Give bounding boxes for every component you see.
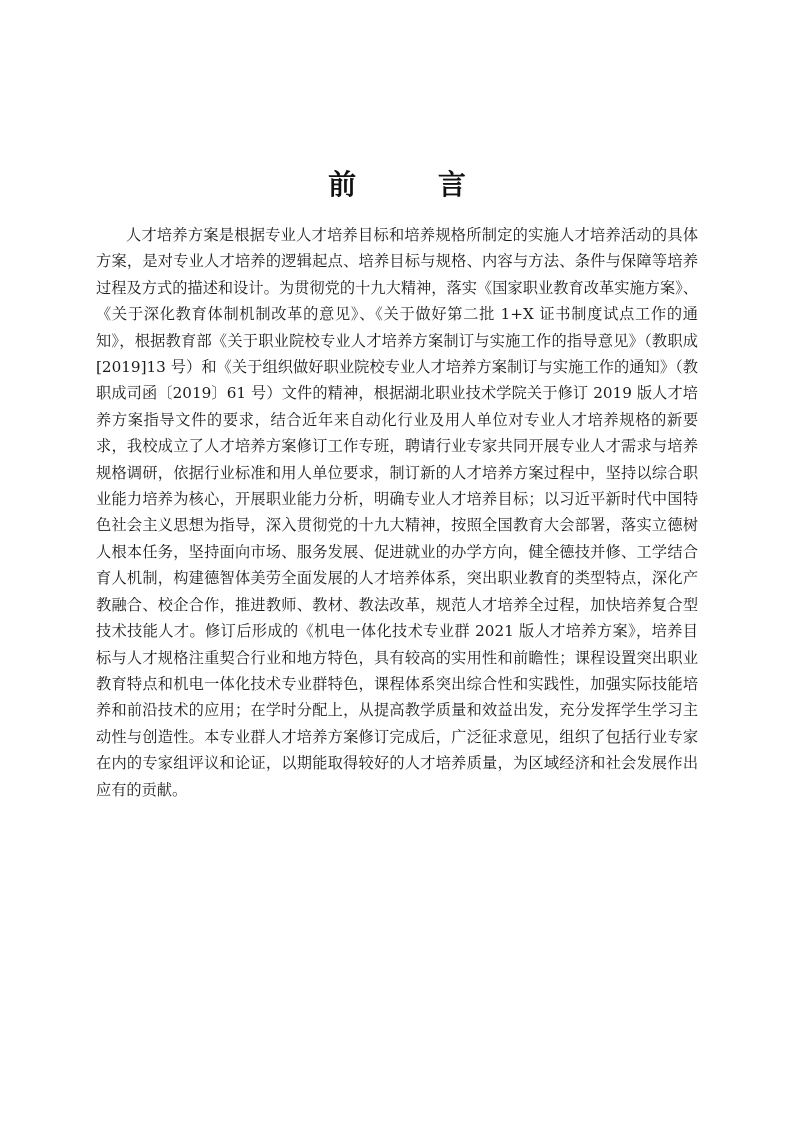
page-title: 前 言 [328, 167, 502, 201]
body-paragraph: 人才培养方案是根据专业人才培养目标和培养规格所制定的实施人才培养活动的具体方案，是对专业人才培养的逻辑起点、培养目标与规格、内容与方法、条件与保障等培养过程及方式的描述和设计。为贯彻党的十九大精神，落实《国家职业教育改革实施方案》、《关于深化教育体制机制改革的意见》、《关于做好第二批 1+X 证书制度试点工作的通知》，根据教育部《关于职业院校专业人才培养方案制订与实施工作的指导意见》（教职成[2019]13 号）和《关于组织做好职业院校专业人才培养方案制订与实施工作的通知》（教职成司函〔2019〕61 号）文件的精神，根据湖北职业技术学院关于修订 2019 版人才培养方案指导文件的要求，结合近年来自动化行业及用人单位对专业人才培养规格的新要求，我校成立了人才培养方案修订工作专班，聘请行业专家共同开展专业人才需求与培养规格调研，依据行业标准和用人单位要求，制订新的人才培养方案过程中，坚持以综合职业能力培养为核心，开展职业能力分析，明确专业人才培养目标；以习近平新时代中国特色社会主义思想为指导，深入贯彻党的十九大精神，按照全国教育大会部署，落实立德树人根本任务，坚持面向市场、服务发展、促进就业的办学方向，健全德技并修、工学结合育人机制，构建德智体美劳全面发展的人才培养体系，突出职业教育的类型特点，深化产教融合、校企合作，推进教师、教材、教法改革，规范人才培养全过程，加快培养复合型技术技能人才。修订后形成的《机电一体化技术专业群 2021 版人才培养方案》，培养目标与人才规格注重契合行业和地方特色，具有较高的实用性和前瞻性；课程设置突出职业教育特点和机电一体化技术专业群特色，课程体系突出综合性和实践性，加强实际技能培养和前沿技术的应用；在学时分配上，从提高教学质量和效益出发，充分发挥学生学习主动性与创造性。本专业群人才培养方案修订完成后，广泛征求意见，组织了包括行业专家在内的专家组评议和论证，以期能取得较好的人才培养质量，为区域经济和社会发展作出应有的贡献。 [96, 226, 698, 799]
